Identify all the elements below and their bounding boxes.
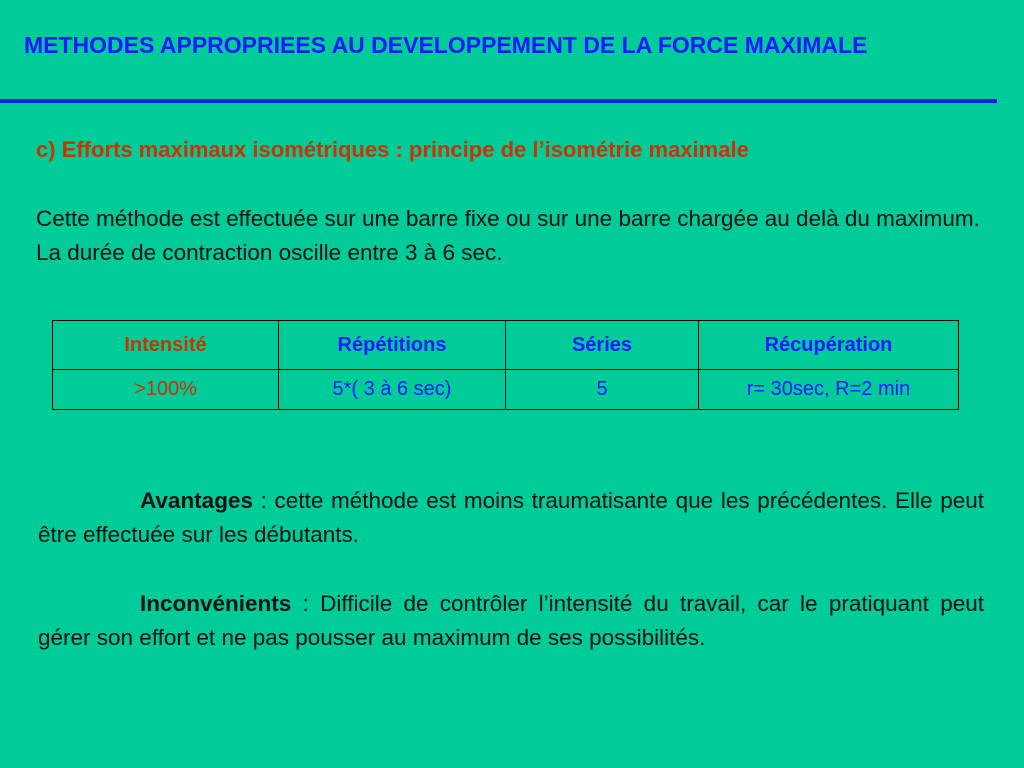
cell-intensite: >100%	[53, 370, 279, 410]
disadvantages-text: : Difficile de contrôler l’intensité du travail, car le pratiquant peut gérer son effort et ne pas pousser au maximum de ses possibilités.	[38, 591, 984, 650]
cell-series: 5	[506, 370, 699, 410]
cell-recuperation: r= 30sec, R=2 min	[699, 370, 959, 410]
page-title: METHODES APPROPRIEES AU DEVELOPPEMENT DE LA FORCE MAXIMALE	[24, 32, 868, 58]
header-recuperation: Récupération	[699, 321, 959, 370]
disadvantages-label: Inconvénients	[140, 591, 292, 616]
advantages-paragraph	[38, 484, 984, 552]
table-row	[53, 370, 959, 410]
title-divider	[0, 99, 997, 103]
header-repetitions: Répétitions	[279, 321, 506, 370]
advantages-text: : cette méthode est moins traumatisante que les précédentes. Elle peut être effectuée sur les débutants.	[38, 488, 984, 547]
cell-repetitions: 5*( 3 à 6 sec)	[279, 370, 506, 410]
disadvantages-paragraph	[38, 587, 984, 655]
intro-paragraph: Cette méthode est effectuée sur une barre fixe ou sur une barre chargée au delà du maximum. La durée de contraction oscille entre 3 à 6 sec.	[36, 206, 980, 265]
training-table	[52, 320, 959, 410]
table-header-row	[53, 321, 959, 370]
header-series: Séries	[506, 321, 699, 370]
header-intensite: Intensité	[53, 321, 279, 370]
section-subtitle: c) Efforts maximaux isométriques : principe de l’isométrie maximale	[36, 137, 749, 162]
advantages-label: Avantages	[140, 488, 253, 513]
